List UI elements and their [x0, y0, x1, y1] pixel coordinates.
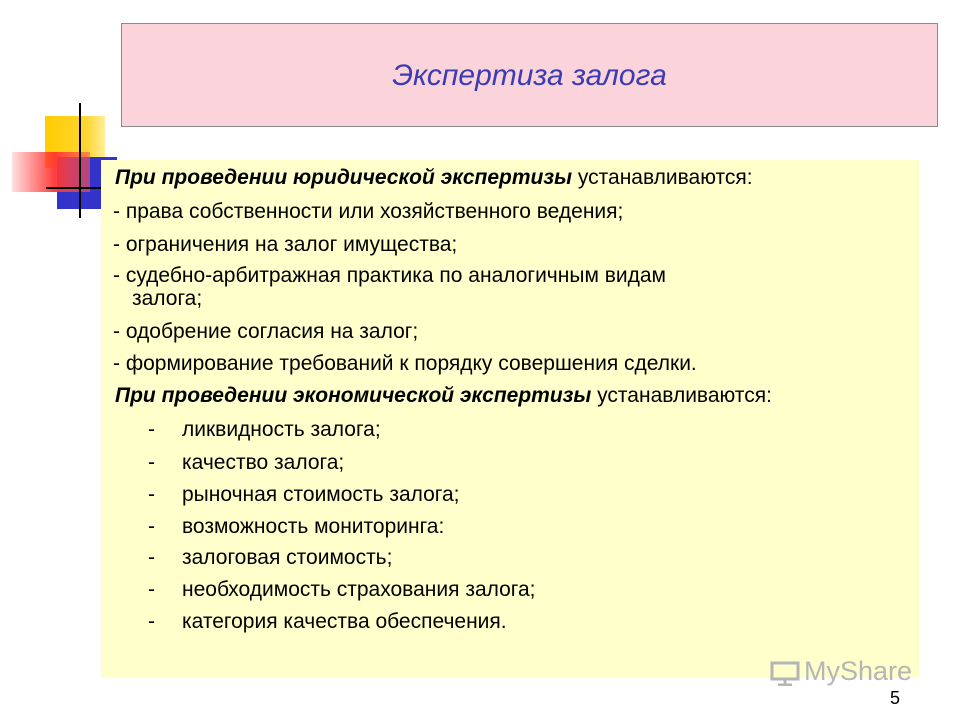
economic-item: категория качества обеспечения.	[182, 610, 507, 633]
economic-item: залоговая стоимость;	[182, 546, 393, 569]
legal-item: - судебно-арбитражная практика по аналогичным видам	[113, 264, 666, 287]
slide-title-box	[121, 23, 938, 127]
economic-item: качество залога;	[182, 451, 345, 474]
slide-title: Экспертиза залога	[392, 59, 667, 92]
economic-heading-emphasis: При проведении экономической экспертизы	[115, 384, 592, 407]
legal-heading-rest: устанавливаются:	[572, 166, 753, 189]
deco-red-bar	[12, 152, 90, 192]
economic-item: необходимость страхования залога;	[182, 578, 536, 601]
list-bullet: -	[148, 546, 155, 569]
list-bullet: -	[148, 610, 155, 633]
list-bullet: -	[148, 483, 155, 506]
presentation-icon	[770, 660, 800, 686]
economic-heading-rest: устанавливаются:	[591, 384, 772, 407]
economic-item: ликвидность залога;	[182, 418, 381, 441]
economic-heading	[115, 384, 772, 408]
watermark-logo	[770, 656, 912, 687]
page-number: 5	[890, 688, 901, 708]
list-bullet: -	[148, 451, 155, 474]
legal-item-continuation: залога;	[132, 287, 203, 310]
legal-heading-emphasis: При проведении юридической экспертизы	[115, 166, 573, 189]
legal-item: - ограничения на залог имущества;	[113, 233, 458, 256]
list-bullet: -	[148, 515, 155, 538]
economic-item: рыночная стоимость залога;	[182, 483, 460, 506]
legal-item: - права собственности или хозяйственного ведения;	[113, 200, 624, 223]
legal-item: - формирование требований к порядку совершения сделки.	[113, 352, 697, 375]
economic-item: возможность мониторинга:	[182, 515, 445, 538]
legal-heading	[115, 166, 753, 190]
list-bullet: -	[148, 418, 155, 441]
list-bullet: -	[148, 578, 155, 601]
watermark-text: MyShare	[804, 656, 913, 686]
legal-item: - одобрение согласия на залог;	[113, 320, 419, 343]
